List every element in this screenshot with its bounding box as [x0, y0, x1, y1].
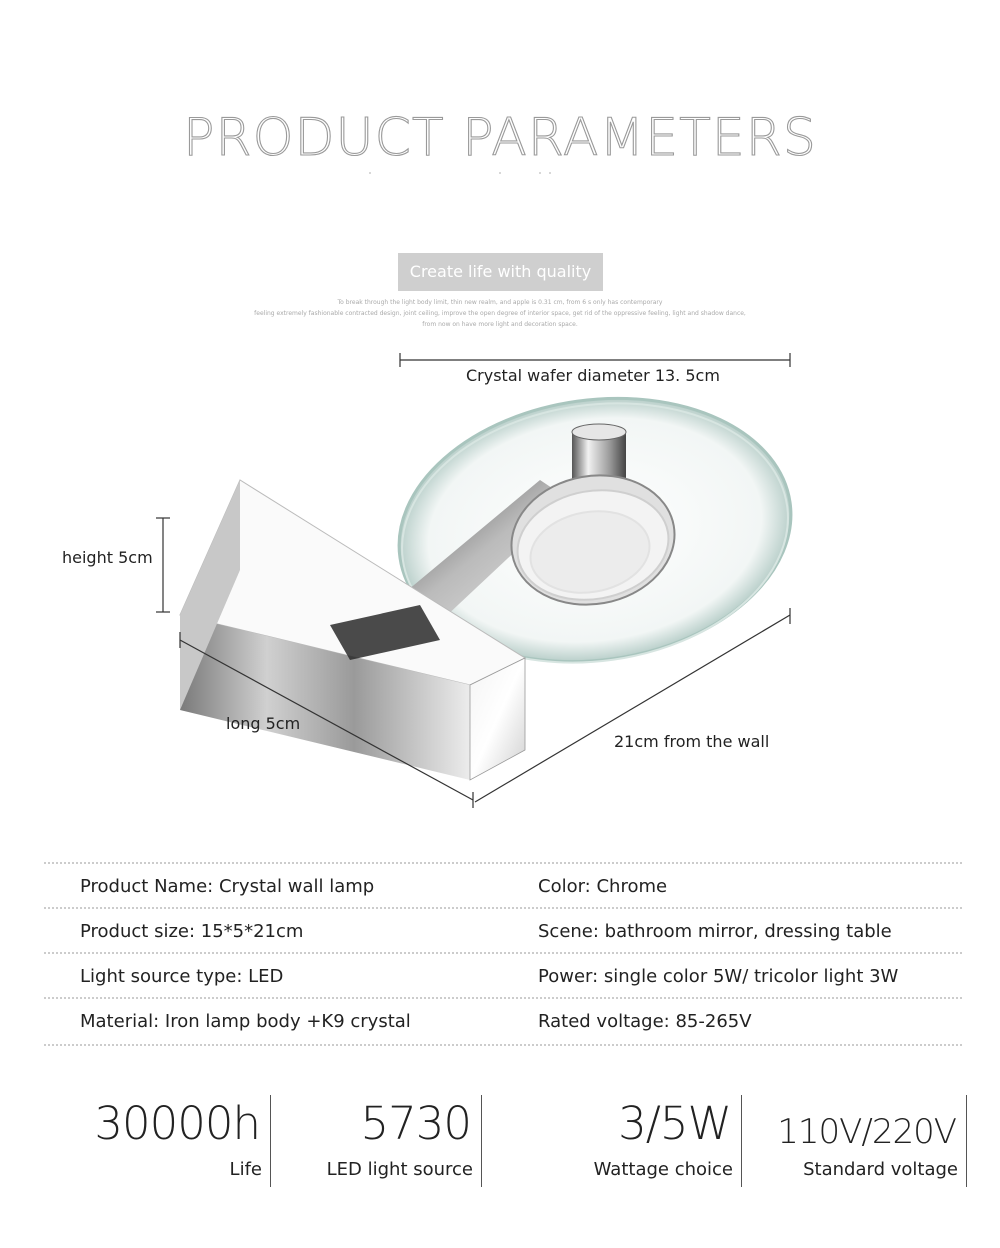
stat-life	[60, 1095, 271, 1187]
spec-row	[44, 907, 962, 954]
stat-voltage-label: Standard voltage	[803, 1159, 958, 1180]
spec-row	[44, 997, 962, 1046]
height-dimension-line	[156, 518, 170, 612]
spec-rated-voltage: Rated voltage: 85-265V	[538, 1011, 752, 1032]
height-label: height 5cm	[62, 548, 153, 567]
stat-voltage	[770, 1095, 967, 1187]
stat-wattage	[560, 1095, 742, 1187]
spec-light-source: Light source type: LED	[80, 966, 284, 987]
description-line-1: To break through the light body limit, thin new realm, and apple is 0.31 cm, from 6 s only has contemporary	[337, 299, 663, 306]
stat-life-value: 30000h	[94, 1097, 260, 1150]
stat-led-label: LED light source	[326, 1159, 473, 1180]
stat-led	[300, 1095, 482, 1187]
wall-distance-label: 21cm from the wall	[614, 732, 770, 751]
description-line-2: feeling extremely fashionable contracted design, joint ceiling, improve the open degree of interior space, get rid of the oppressive feeling, light and shadow dance,	[254, 310, 746, 317]
diameter-label: Crystal wafer diameter 13. 5cm	[466, 366, 720, 385]
spec-color: Color: Chrome	[538, 876, 668, 897]
diameter-dimension-line	[400, 353, 790, 367]
stat-voltage-value: 110V/220V	[777, 1112, 956, 1152]
spec-scene: Scene: bathroom mirror, dressing table	[538, 921, 892, 942]
spec-material: Material: Iron lamp body +K9 crystal	[80, 1011, 411, 1032]
title-underline-dots	[340, 170, 660, 176]
spec-product-size: Product size: 15*5*21cm	[80, 921, 304, 942]
stat-life-label: Life	[229, 1159, 262, 1180]
spec-product-name: Product Name: Crystal wall lamp	[80, 876, 375, 897]
tagline-badge: Create life with quality	[398, 253, 603, 291]
description-line-3: from now on have more light and decoration space.	[422, 321, 578, 328]
spec-power: Power: single color 5W/ tricolor light 3W	[538, 966, 899, 987]
stat-wattage-label: Wattage choice	[593, 1159, 733, 1180]
stat-wattage-value: 3/5W	[618, 1097, 731, 1150]
stat-led-value: 5730	[360, 1097, 471, 1150]
lamp-illustration	[0, 340, 1000, 820]
spec-row	[44, 862, 962, 909]
long-label: long 5cm	[226, 714, 301, 733]
page-title: PRODUCT PARAMETERS	[183, 108, 817, 168]
spec-row	[44, 952, 962, 999]
